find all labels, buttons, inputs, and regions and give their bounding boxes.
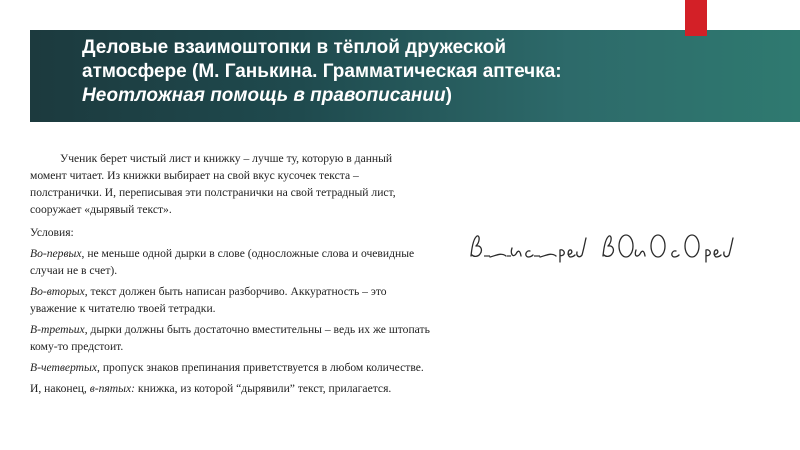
condition-lead: В-третьих <box>30 323 85 336</box>
accent-bar <box>685 0 707 36</box>
title-line-2: атмосфере (М. Ганькина. Грамматическая аптечка: <box>82 61 562 82</box>
condition-lead: Во-вторых <box>30 285 85 298</box>
conditions-label: Условия: <box>30 226 74 239</box>
condition-text: , пропуск знаков препинания приветствуется в любом количестве. <box>97 361 424 374</box>
handwriting-sample-gapped <box>468 228 588 268</box>
final-lead: в-пятых: <box>89 382 136 395</box>
condition-item-2 <box>30 283 430 317</box>
final-text: книжка, из которой “дырявили” текст, прилагается. <box>135 382 392 395</box>
title-close-paren: ) <box>445 85 452 106</box>
condition-item-5 <box>30 380 430 397</box>
condition-lead: Во-первых <box>30 247 82 260</box>
final-prefix: И, наконец, <box>30 382 90 395</box>
title-line-3: Неотложная помощь в правописании <box>82 85 446 106</box>
title-line-1: Деловые взаимоштопки в тёплой дружеской <box>82 37 507 58</box>
body-text <box>30 150 430 401</box>
intro-paragraph: Ученик берет чистый лист и книжку – лучше ту, которую в данный момент читает. Из книжки выбирает на свой вкус кусочек текста – полстранички. И, переписывая эти полстранички на свой тетрадный лист, сооружает «дырявый текст». <box>30 152 396 216</box>
condition-text: , текст должен быть написан разборчиво. Аккуратность – это уважение к читателю твоей тетрадки. <box>30 285 387 315</box>
condition-item-3 <box>30 321 430 355</box>
slide-title <box>82 36 722 108</box>
condition-item-1 <box>30 245 430 279</box>
handwriting-sample-filled <box>600 228 750 268</box>
condition-item-4 <box>30 359 430 376</box>
condition-lead: В-четвертых <box>30 361 98 374</box>
condition-text: , не меньше одной дырки в слове (односложные слова и очевидные случаи не в счет). <box>30 247 415 277</box>
condition-text: , дырки должны быть достаточно вместительны – ведь их же штопать кому-то предстоит. <box>30 323 430 353</box>
